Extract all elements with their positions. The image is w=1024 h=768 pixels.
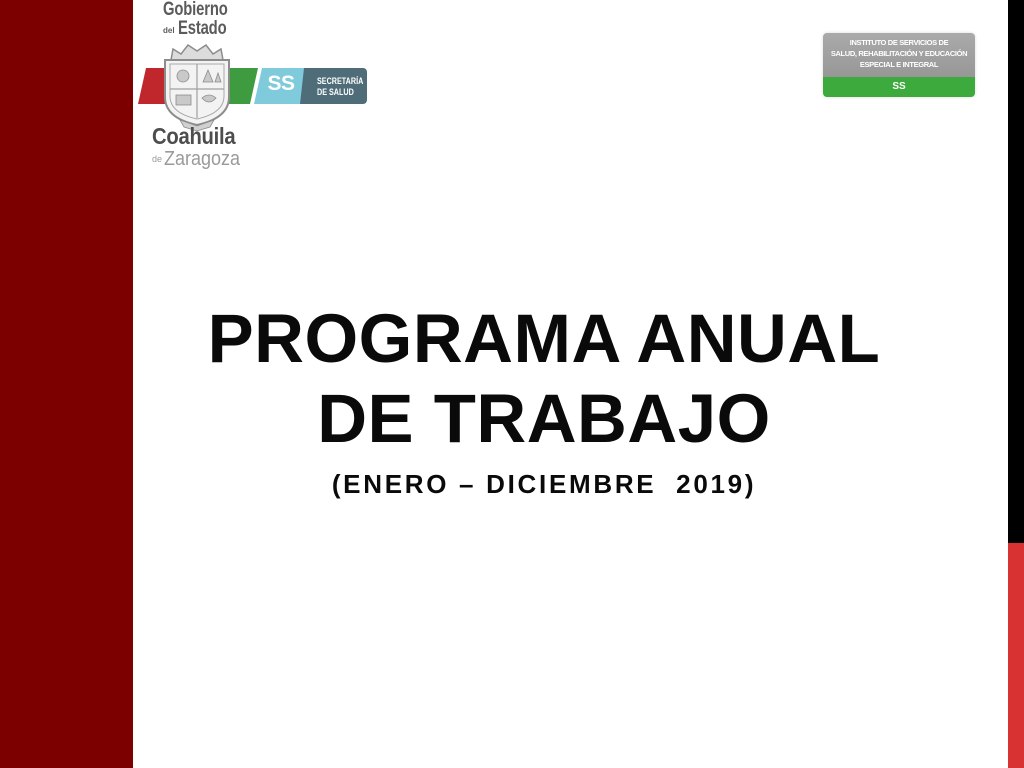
logo-estado-text: Estado	[178, 18, 227, 39]
institute-name-line2: SALUD, REHABILITACIÓN Y EDUCACIÓN	[830, 49, 968, 58]
institute-name-line1: INSTITUTO DE SERVICIOS DE	[849, 38, 949, 47]
logo-ss-text: SS	[267, 72, 295, 95]
logo-del-text: del	[163, 26, 175, 35]
institute-badge	[823, 33, 975, 97]
coat-of-arms-icon	[165, 45, 229, 131]
institute-badge-header	[823, 33, 975, 77]
institute-badge-ss-text: SS	[892, 81, 906, 92]
logo-coahuila-text: Coahuila	[152, 123, 236, 149]
slide-title-line1: PROGRAMA ANUAL	[207, 300, 881, 377]
logo-secretaria-text: SECRETARÍA	[317, 76, 364, 86]
slide-title-line2: DE TRABAJO	[317, 380, 771, 457]
secretaria-box	[296, 68, 367, 104]
slide-subtitle: (ENERO – DICIEMBRE 2019)	[331, 469, 757, 499]
institute-badge-footer	[823, 77, 975, 97]
slide-title	[133, 299, 955, 459]
logo-de-text: de	[152, 154, 163, 164]
logo-zaragoza-text: Zaragoza	[164, 148, 241, 170]
logo-de-salud-text: DE SALUD	[317, 87, 354, 97]
institute-name-line3: ESPECIAL E INTEGRAL	[859, 60, 939, 69]
logo-gobierno-text: Gobierno	[163, 0, 228, 20]
left-accent-bar	[0, 0, 133, 768]
right-accent-bar-bottom	[1008, 543, 1024, 768]
right-accent-bar-top	[1008, 0, 1024, 543]
